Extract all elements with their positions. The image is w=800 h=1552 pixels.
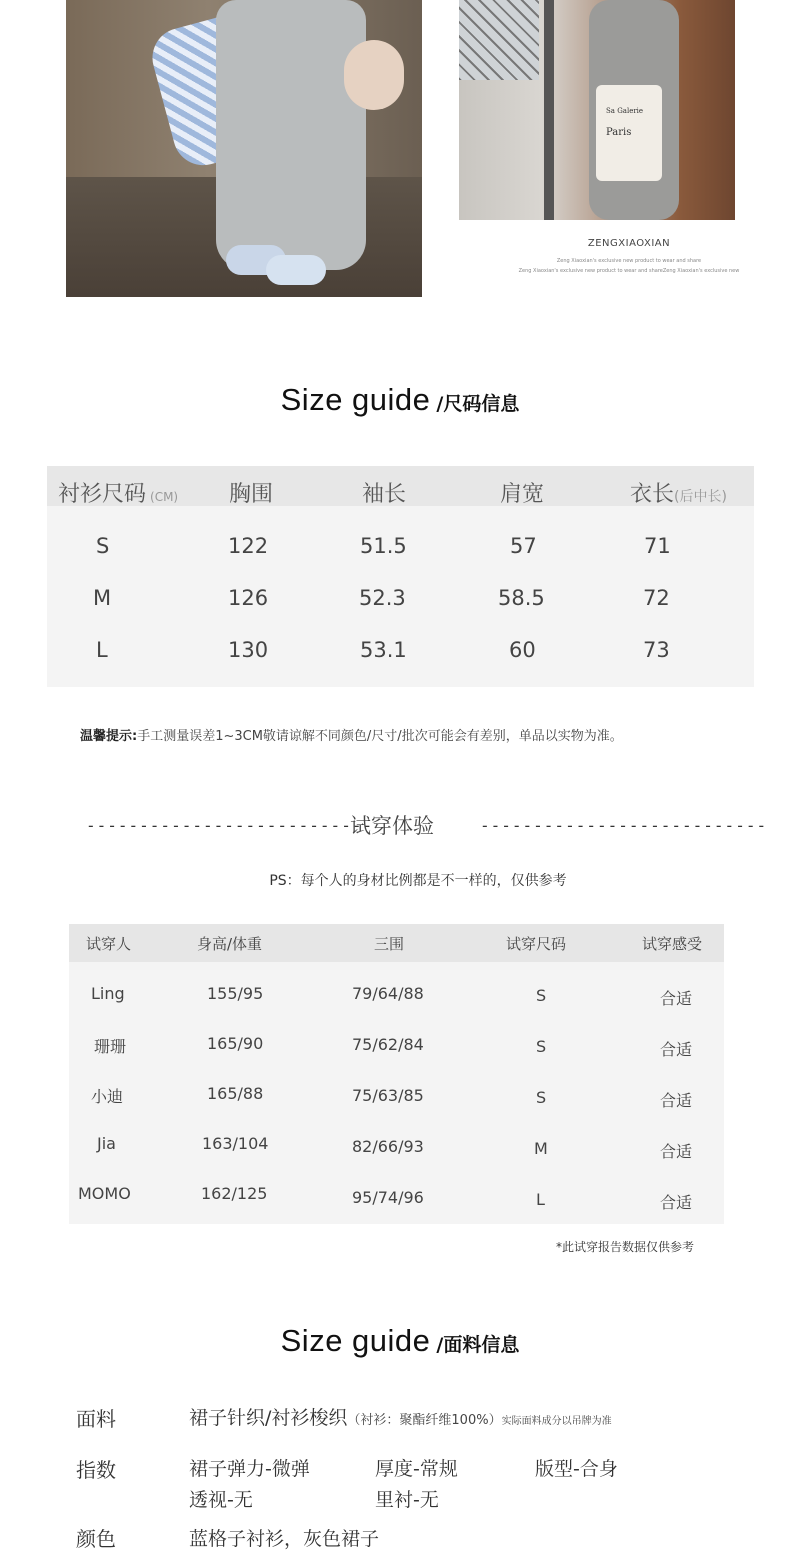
header-cell: 试穿尺码 (506, 935, 567, 953)
trial-cell: 79/64/88 (352, 984, 424, 1003)
trial-cell: Jia (97, 1134, 116, 1153)
trial-cell: 75/62/84 (352, 1035, 424, 1054)
size-cell: S (96, 534, 110, 558)
tip-text: 手工测量误差1~3CM敬请谅解不同颜色/尺寸/批次可能会有差别，单品以实物为准。 (137, 729, 623, 744)
trial-cell: Ling (91, 984, 125, 1003)
divider-right: --------------------------- (480, 816, 768, 835)
color-value: 蓝格子衬衫，灰色裙子 (189, 1528, 380, 1550)
size-cell: 57 (510, 534, 537, 558)
material-label: 面料 (76, 1407, 116, 1431)
section-title: Size guide (280, 382, 431, 417)
header-cell: 胸围 (229, 482, 274, 507)
trial-cell: MOMO (78, 1184, 131, 1203)
size-cell: 58.5 (498, 586, 545, 610)
trial-cell: 155/95 (207, 984, 264, 1003)
trial-cell: S (536, 986, 547, 1005)
shoe (266, 255, 326, 285)
trial-cell: 合适 (660, 1193, 693, 1212)
trial-cell: 珊珊 (94, 1037, 127, 1056)
model-photo-left (66, 0, 422, 297)
trial-cell: 162/125 (201, 1184, 268, 1203)
size-cell: 60 (509, 638, 536, 662)
trial-cell: S (536, 1088, 547, 1107)
index-value: 厚度-常规 (375, 1458, 458, 1480)
trial-footnote: *此试穿报告数据仅供参考 (556, 1240, 695, 1254)
trial-cell: 165/88 (207, 1084, 264, 1103)
index-value: 里衬-无 (375, 1489, 439, 1511)
header-cell: 袖长 (362, 482, 407, 507)
header-cell: 身高/体重 (197, 935, 263, 953)
size-cell: 72 (643, 586, 670, 610)
trial-cell: 95/74/96 (352, 1188, 424, 1207)
header-cell: 肩宽 (500, 482, 545, 507)
trial-table (69, 924, 724, 1224)
trial-cell: 合适 (660, 989, 693, 1008)
trial-cell: 小迪 (91, 1087, 124, 1106)
bag-print: Paris (606, 127, 632, 138)
trial-cell: 82/66/93 (352, 1137, 424, 1156)
size-cell: 51.5 (360, 534, 407, 558)
mirror-frame (544, 0, 554, 220)
header-cell: 试穿人 (86, 935, 132, 953)
grey-dress (216, 0, 366, 270)
index-value: 透视-无 (189, 1489, 253, 1511)
color-label: 颜色 (76, 1527, 116, 1551)
header-cell: 三围 (374, 935, 405, 953)
index-label: 指数 (76, 1458, 116, 1482)
index-value: 裙子弹力-微弹 (189, 1458, 310, 1480)
material-text: 裙子针织/衬衫梭织 (189, 1407, 348, 1429)
bag-print: Sa Galerie (606, 107, 644, 115)
section-subtitle: /尺码信息 (436, 393, 520, 415)
brand-caption: ZENGXIAOXIAN (587, 238, 671, 249)
trial-cell: S (536, 1037, 547, 1056)
brand-caption-line: Zeng Xiaoxian's exclusive new product to wear and share (556, 258, 702, 264)
material-value (189, 1403, 612, 1430)
trial-cell: 合适 (660, 1091, 693, 1110)
model-photo-right (459, 0, 735, 220)
tip-label: 温馨提示: (80, 729, 138, 744)
trial-cell: 合适 (660, 1040, 693, 1059)
trial-cell: L (536, 1190, 545, 1209)
size-cell: 53.1 (360, 638, 407, 662)
material-note-small: 实际面料成分以吊牌为准 (501, 1416, 612, 1427)
trial-cell: 163/104 (202, 1134, 269, 1153)
size-cell: M (93, 586, 112, 610)
size-cell: 126 (228, 586, 269, 610)
trial-cell: 165/90 (207, 1034, 264, 1053)
fabric-heading (0, 1323, 800, 1359)
header-cell (58, 477, 178, 508)
window (459, 0, 539, 80)
size-guide-heading (0, 382, 800, 418)
section-title: Size guide (280, 1323, 431, 1358)
size-cell: 71 (644, 534, 671, 558)
warm-tip (80, 725, 623, 744)
size-cell: L (96, 638, 108, 662)
brand-caption-line: Zeng Xiaoxian's exclusive new product to wear and shareZeng Xiaoxian's exclusive new (518, 268, 740, 274)
trial-cell: 75/63/85 (352, 1086, 424, 1105)
size-cell: 122 (228, 534, 269, 558)
size-table (47, 466, 754, 687)
tote-bag (596, 85, 662, 181)
index-value: 版型-合身 (535, 1458, 618, 1480)
trial-title: 试穿体验 (350, 814, 434, 838)
material-note: （衬衫：聚酯纤维100%） (347, 1413, 502, 1428)
header-label: 衣长 (630, 482, 675, 507)
header-note: (后中长) (674, 489, 727, 505)
header-label: 衬衫尺码 (58, 482, 147, 507)
size-cell: 130 (228, 638, 269, 662)
section-subtitle: /面料信息 (436, 1334, 520, 1356)
arm (344, 40, 404, 110)
trial-note: PS：每个人的身材比例都是不一样的，仅供参考 (269, 873, 567, 889)
trial-cell: M (534, 1139, 548, 1158)
header-cell: 试穿感受 (642, 935, 703, 953)
size-cell: 73 (643, 638, 670, 662)
header-cell (630, 477, 727, 508)
divider-left: --------------------------- (86, 816, 374, 835)
header-unit: (CM) (150, 490, 179, 504)
trial-cell: 合适 (660, 1142, 693, 1161)
size-cell: 52.3 (359, 586, 406, 610)
